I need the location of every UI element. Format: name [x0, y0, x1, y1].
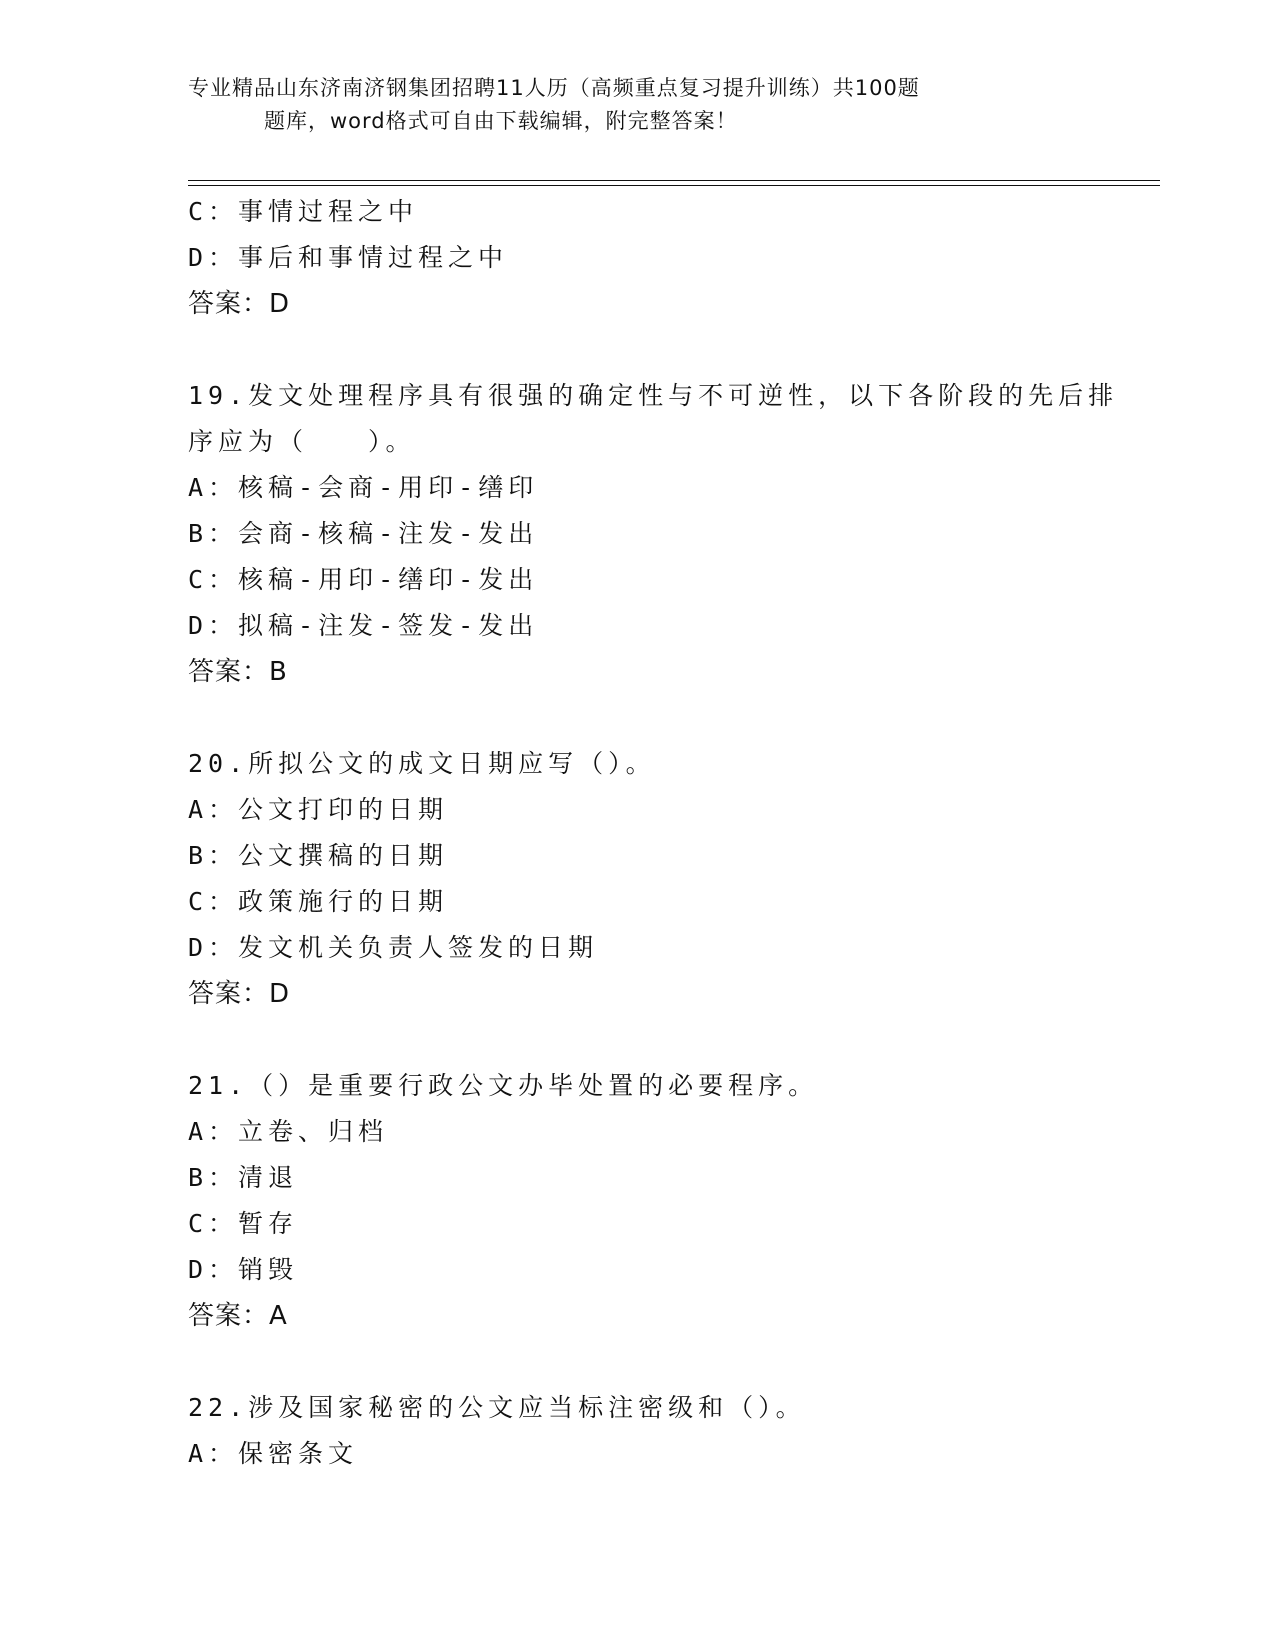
spacer: [188, 1339, 1148, 1385]
option-c: C：核稿-用印-缮印-发出: [188, 565, 539, 594]
question-stem: 22.涉及国家秘密的公文应当标注密级和（）。: [188, 1393, 806, 1422]
question-list: [188, 189, 1148, 1477]
option-c: C：政策施行的日期: [188, 887, 449, 916]
option-a: A：立卷、归档: [188, 1117, 389, 1146]
option-a: A：公文打印的日期: [188, 795, 449, 824]
document-header: [188, 72, 1048, 138]
header-title-line-2: 题库，word格式可自由下载编辑，附完整答案！: [264, 109, 738, 133]
option-d: D：事后和事情过程之中: [188, 243, 509, 272]
question-block-20: [188, 741, 1148, 1017]
option-b: B：清退: [188, 1163, 299, 1192]
spacer: [188, 327, 1148, 373]
header-title-line-1: 专业精品山东济南济钢集团招聘11人历（高频重点复习提升训练）共100题: [188, 76, 920, 100]
option-d: D：销毁: [188, 1255, 299, 1284]
option-c: C：事情过程之中: [188, 197, 419, 226]
header-divider-bottom: [188, 185, 1160, 186]
spacer: [188, 1017, 1148, 1063]
option-c: C：暂存: [188, 1209, 299, 1238]
option-b: B：会商-核稿-注发-发出: [188, 519, 539, 548]
question-block-22: [188, 1385, 1148, 1477]
answer-line: 答案：A: [188, 1301, 288, 1331]
question-block-19: [188, 373, 1148, 695]
header-divider-top: [188, 180, 1160, 181]
question-stem: 19.发文处理程序具有很强的确定性与不可逆性，以下各阶段的先后排: [188, 381, 1119, 410]
question-block-18: [188, 189, 1148, 327]
answer-line: 答案：D: [188, 289, 291, 319]
question-stem: 21.（）是重要行政公文办毕处置的必要程序。: [188, 1071, 819, 1100]
answer-line: 答案：B: [188, 657, 288, 687]
option-a: A：核稿-会商-用印-缮印: [188, 473, 539, 502]
option-d: D：拟稿-注发-签发-发出: [188, 611, 539, 640]
option-a: A：保密条文: [188, 1439, 359, 1468]
spacer: [188, 695, 1148, 741]
option-b: B：公文撰稿的日期: [188, 841, 449, 870]
question-stem: 20.所拟公文的成文日期应写（）。: [188, 749, 656, 778]
question-block-21: [188, 1063, 1148, 1339]
option-d: D：发文机关负责人签发的日期: [188, 933, 599, 962]
question-stem-continued: 序应为（ ）。: [188, 427, 416, 456]
answer-line: 答案：D: [188, 979, 291, 1009]
